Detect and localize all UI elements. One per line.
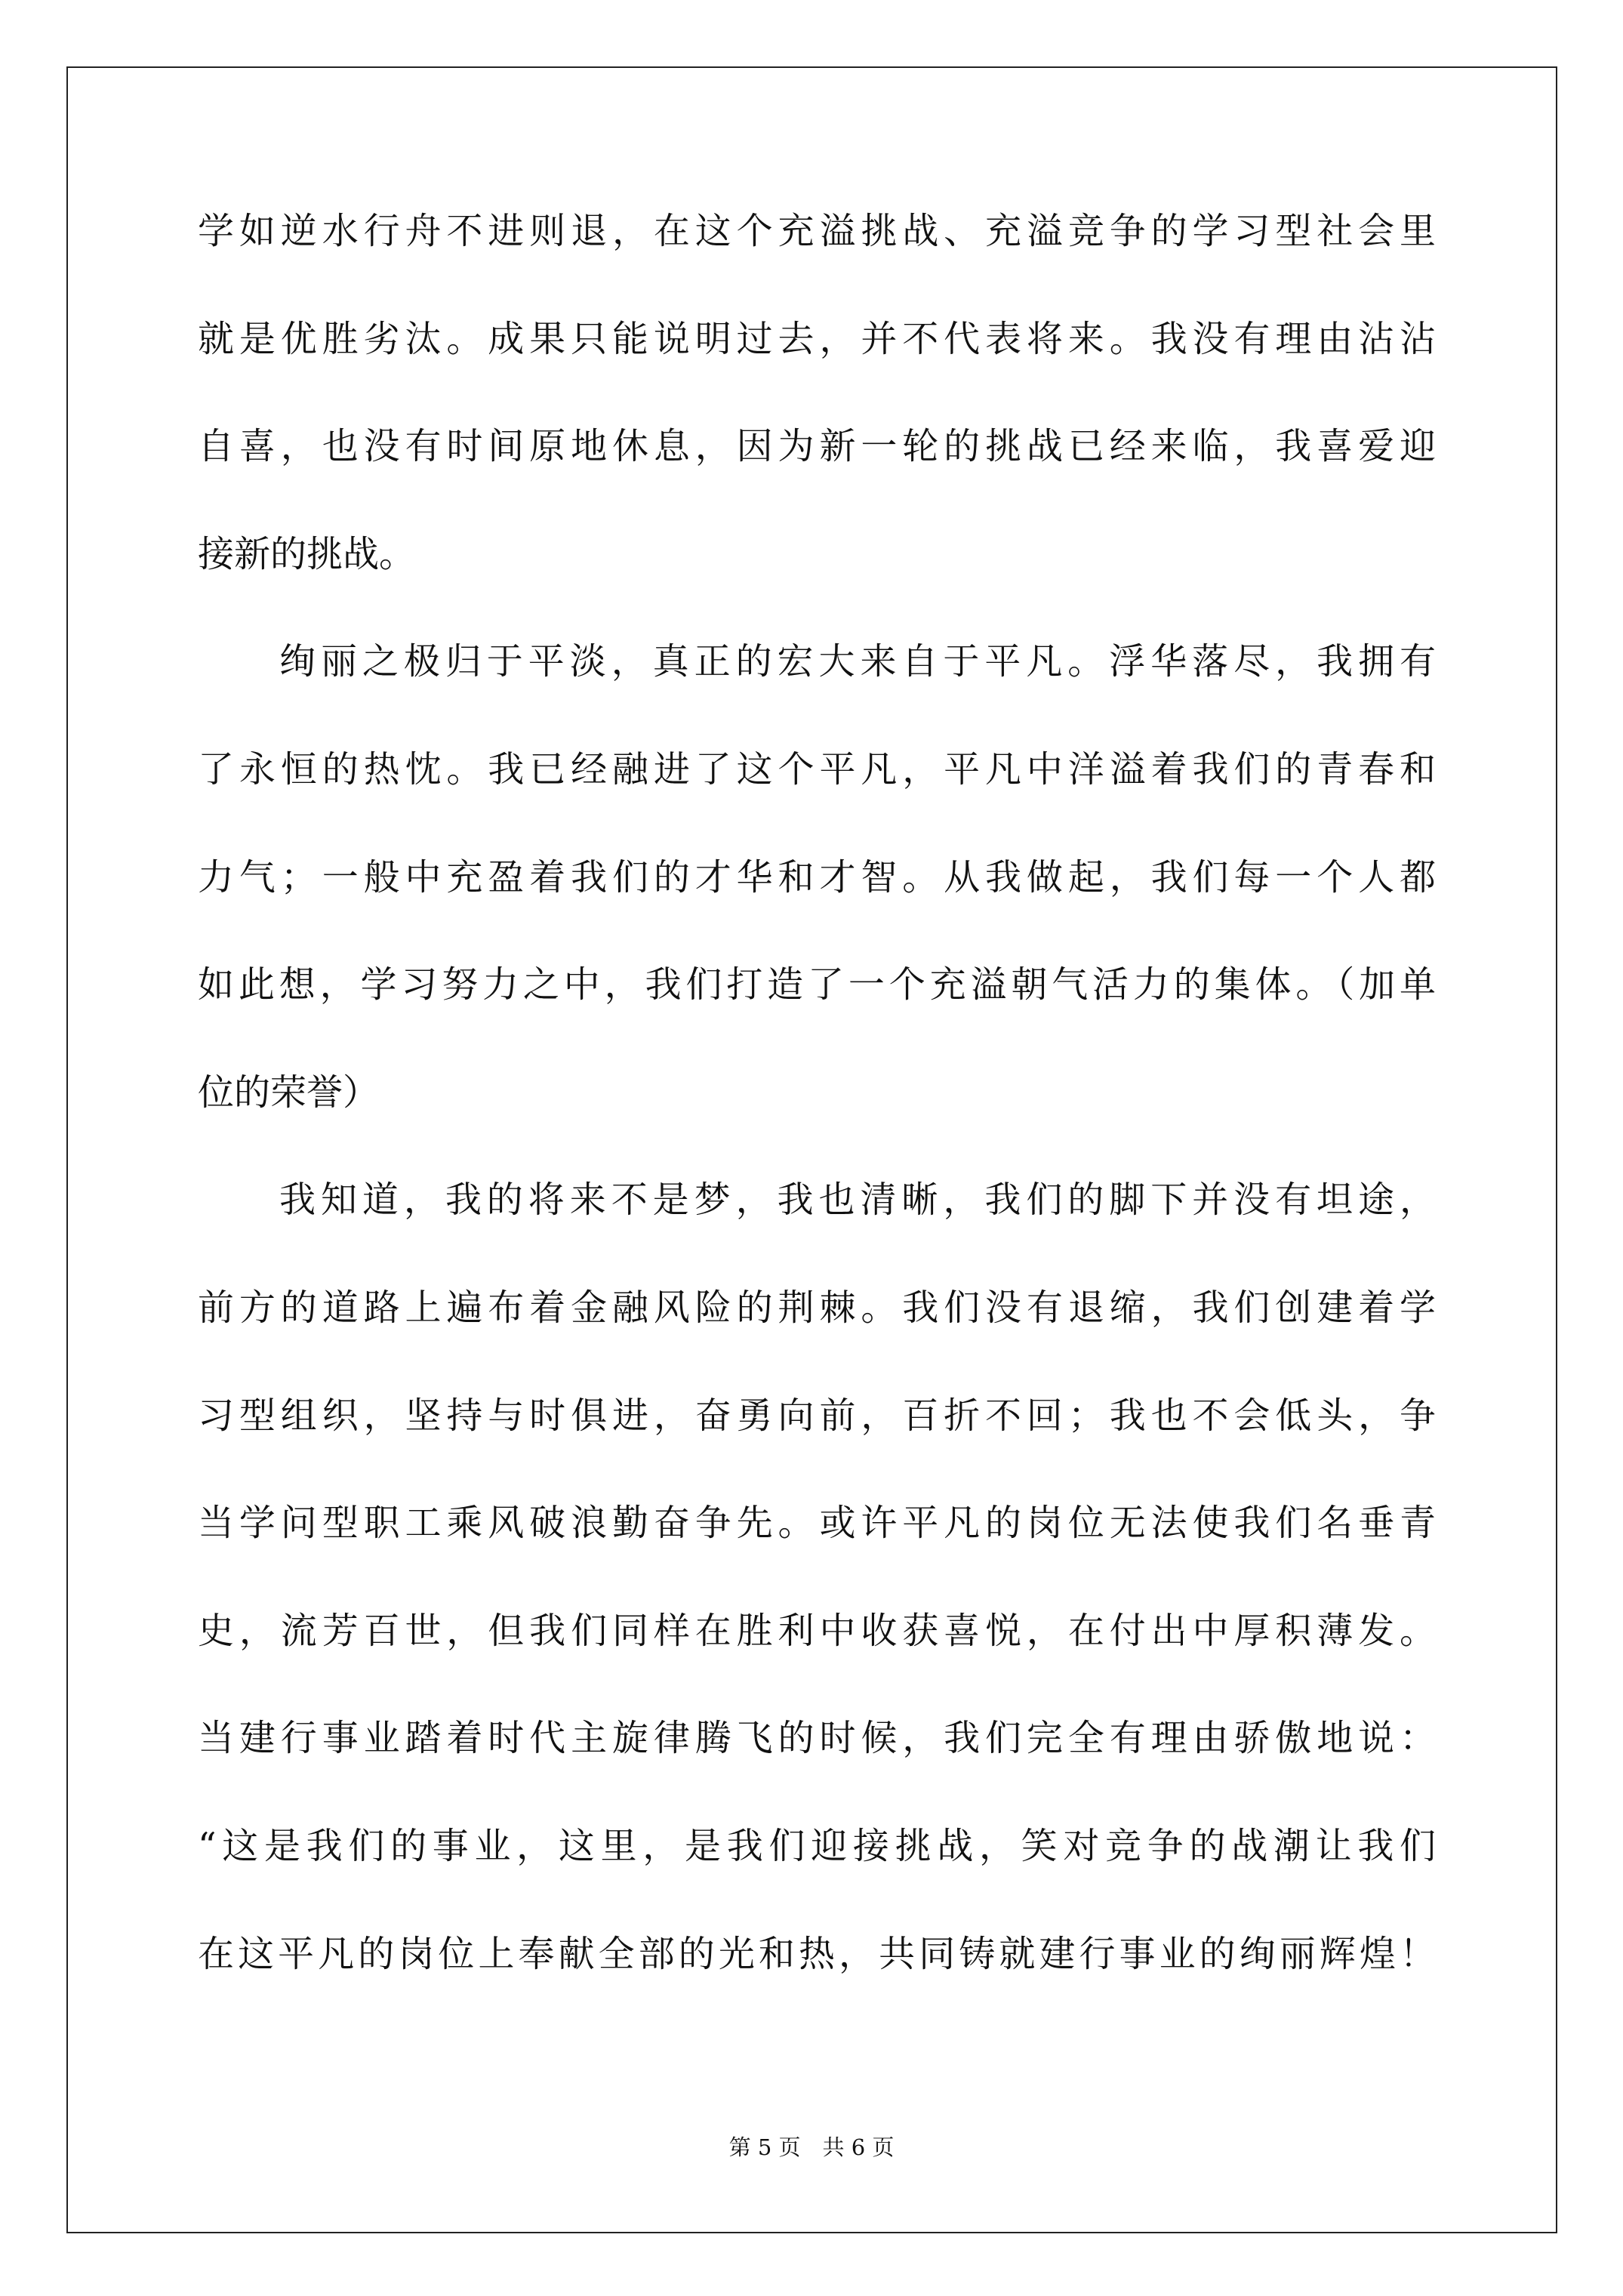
text-line: 前方的道路上遍布着金融风险的荆棘。我们没有退缩，我们创建着学 (198, 1286, 1436, 1329)
text-line: 我知道，我的将来不是梦，我也清晰，我们的脚下并没有坦途， (279, 1179, 1436, 1222)
body-text (198, 204, 1436, 2034)
text-line: 如此想，学习努力之中，我们打造了一个充溢朝气活力的集体。（加单 (198, 963, 1436, 1006)
text-line: 习型组织，坚持与时俱进，奋勇向前，百折不回；我也不会低头，争 (198, 1394, 1436, 1437)
text-line: 力气；一般中充盈着我们的才华和才智。从我做起，我们每一个人都 (198, 855, 1436, 898)
text-line: 就是优胜劣汰。成果只能说明过去，并不代表将来。我没有理由沾沾 (198, 317, 1436, 360)
text-line: 学如逆水行舟不进则退，在这个充溢挑战、充溢竞争的学习型社会里 (198, 210, 1436, 252)
text-line: 了永恒的热忱。我已经融进了这个平凡，平凡中洋溢着我们的青春和 (198, 747, 1436, 791)
text-line: 位的荣誉） (198, 1071, 380, 1114)
text-line: 当学问型职工乘风破浪勤奋争先。或许平凡的岗位无法使我们名垂青 (198, 1502, 1436, 1545)
text-line: 在这平凡的岗位上奉献全部的光和热，共同铸就建行事业的绚丽辉煌！ (198, 1932, 1436, 1975)
text-line: 接新的挑战。 (198, 532, 416, 575)
page-number-footer: 第 5 页 共 6 页 (728, 2134, 895, 2160)
text-line: 自喜，也没有时间原地休息，因为新一轮的挑战已经来临，我喜爱迎 (198, 425, 1436, 468)
text-line: 当建行事业踏着时代主旋律腾飞的时候，我们完全有理由骄傲地说： (198, 1717, 1436, 1760)
text-line: “这是我们的事业，这里，是我们迎接挑战，笑对竞争的战潮让我们 (198, 1824, 1436, 1867)
text-line: 绚丽之极归于平淡，真正的宏大来自于平凡。浮华落尽，我拥有 (279, 640, 1436, 683)
text-line: 史，流芳百世，但我们同样在胜利中收获喜悦，在付出中厚积薄发。 (198, 1609, 1436, 1652)
